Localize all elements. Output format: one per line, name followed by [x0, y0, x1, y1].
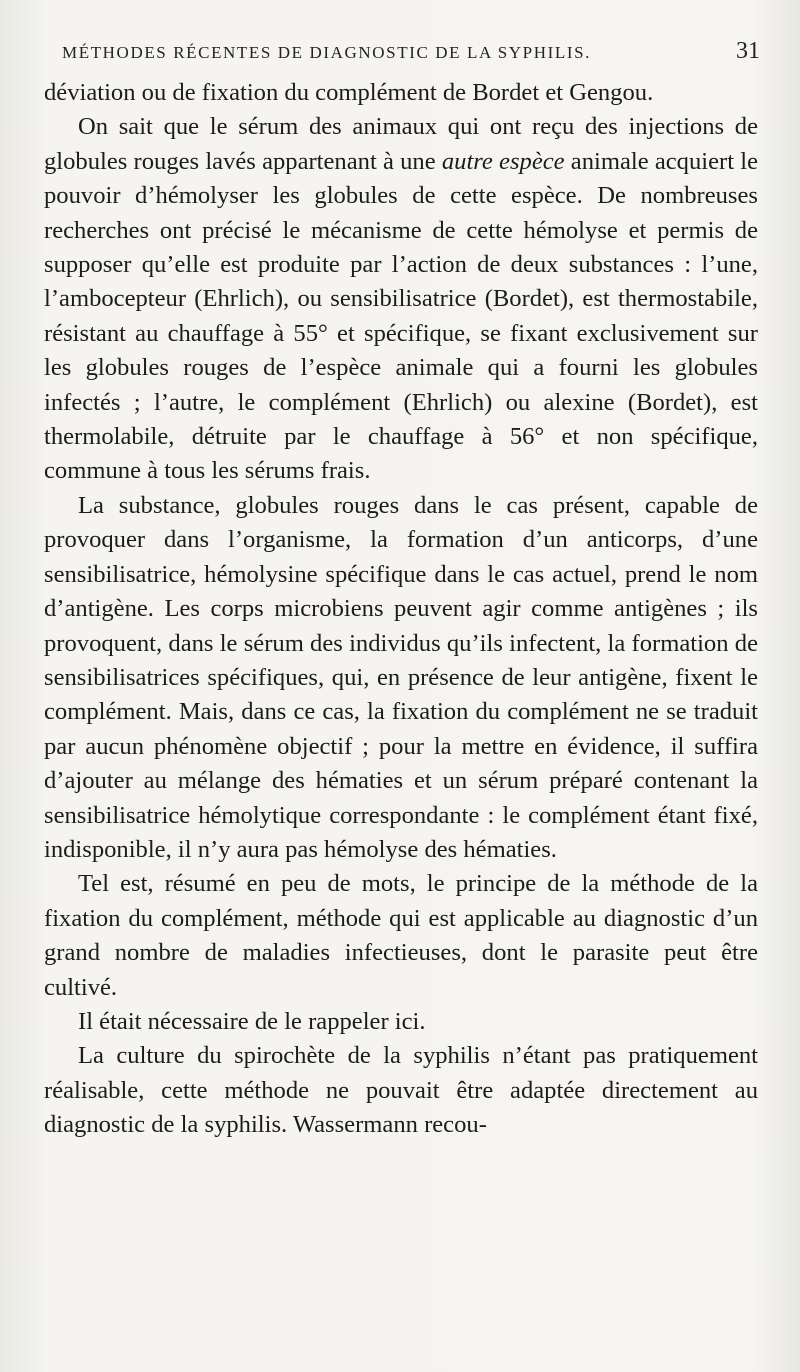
running-title: MÉTHODES RÉCENTES DE DIAGNOSTIC DE LA SYPHILIS.	[62, 43, 592, 62]
text-run: La substance, globules rouges dans le cas présent, capable de provoquer dans l’organisme, la formation d’un anticorps, d’une sensibilisatrice, hémolysine spécifique dans le cas actuel, prend le nom d’antigène. Les corps microbiens peuvent agir comme antigènes ; ils provoquent, dans le sérum des individus qu’ils infectent, la formation de sensibilisatrices spécifiques, qui, en présence de leur antigène, fixent le complément. Mais, dans ce cas, la fixation du complément ne se traduit par aucun phénomène objectif ; pour la mettre en évidence, il suffira d’ajouter au mélange des hématies et un sérum préparé contenant la sensibilisatrice hémolytique correspondante : le complément étant fixé, indisponible, il n’y aura pas hémolyse des hématies.	[44, 491, 758, 863]
paragraph	[44, 76, 758, 110]
body-text	[44, 76, 758, 1143]
paragraph	[44, 1005, 758, 1039]
text-run: On sait que le sérum des animaux qui ont reçu des injections de globules rouges lavés appartenant à une	[44, 113, 758, 175]
paragraph	[44, 1039, 758, 1142]
paragraph	[44, 867, 758, 1005]
text-run: La culture du spirochète de la syphilis n’étant pas pratiquement réalisable, cette méthode ne pouvait être adaptée directement au diagnostic de la syphilis. Wassermann recou-	[44, 1042, 758, 1139]
paragraph	[44, 489, 758, 867]
text-run: Tel est, résumé en peu de mots, le principe de la méthode de la fixation du complément, méthode qui est applicable au diagnostic d’un grand nombre de maladies infectieuses, dont le parasite peut être cultivé.	[44, 870, 758, 1001]
page-number: 31	[736, 38, 760, 64]
text-run: Il était nécessaire de le rappeler ici.	[78, 1007, 426, 1035]
text-run: animale acquiert le pouvoir d’hémolyser les globules de cette espèce. De nombreuses recherches ont précisé le mécanisme de cette hémolyse et permis de supposer qu’elle est produite par l’action de deux substances : l’une, l’ambocepteur (Ehrlich), ou sensibilisatrice (Bordet), est thermostabile, résistant au chauffage à 55° et spécifique, se fixant exclusivement sur les globules rouges de l’espèce animale qui a fourni les globules infectés ; l’autre, le complément (Ehrlich) ou alexine (Bordet), est thermolabile, détruite par le chauffage à 56° et non spécifique, commune à tous les sérums frais.	[44, 147, 759, 485]
running-head	[62, 38, 760, 68]
italic-text: autre espèce	[441, 147, 565, 175]
paragraph	[44, 110, 758, 488]
text-run: déviation ou de fixation du complément de Bordet et Gengou.	[44, 79, 654, 106]
